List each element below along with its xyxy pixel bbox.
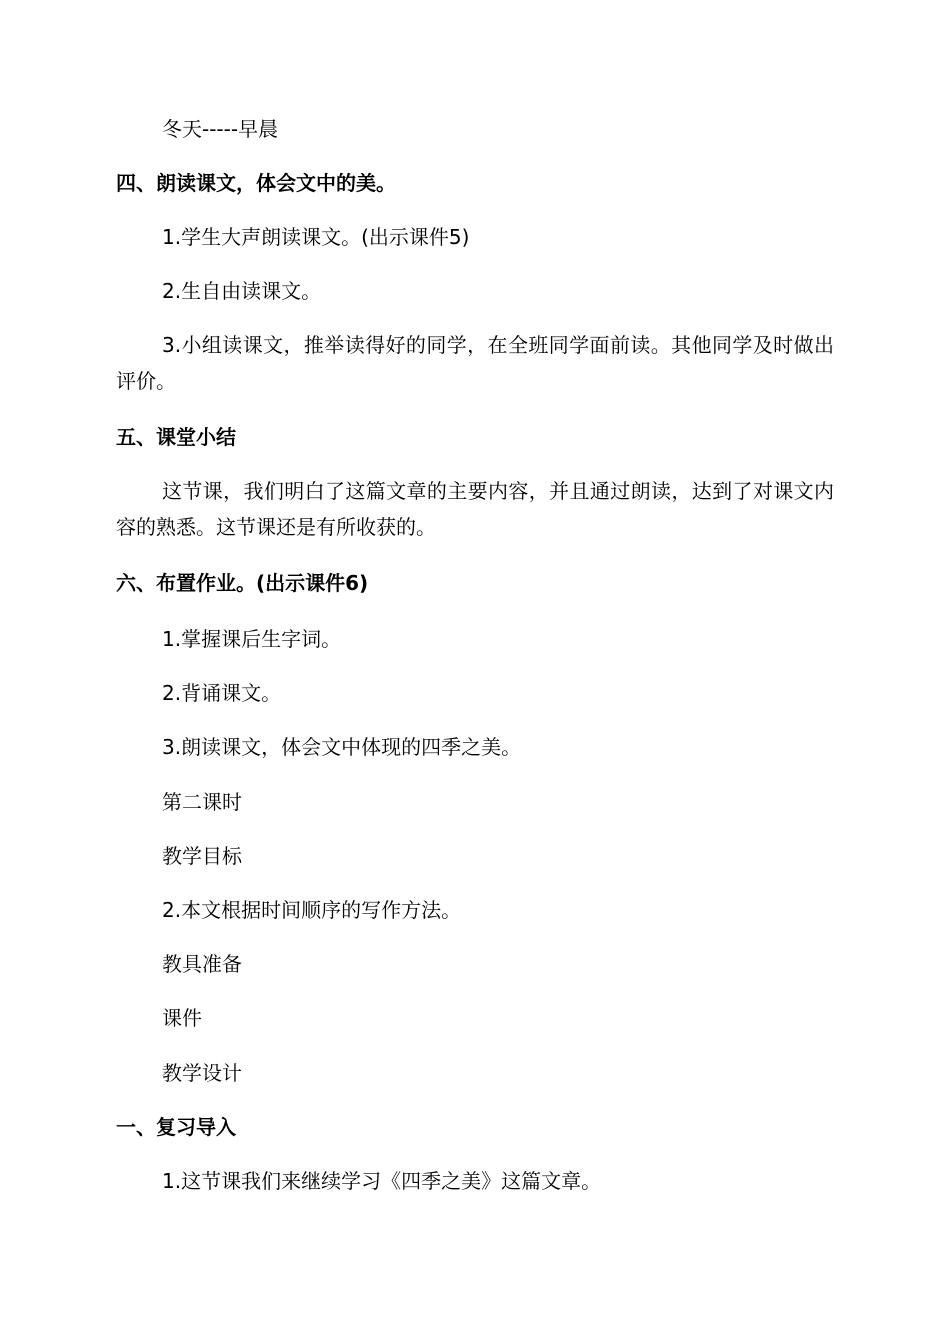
text-line: 1.学生大声朗读课文。(出示课件5) bbox=[162, 225, 470, 249]
section-heading: 四、朗读课文，体会文中的美。 bbox=[116, 171, 396, 195]
text-line: 1.这节课我们来继续学习《四季之美》这篇文章。 bbox=[162, 1169, 602, 1193]
text-line: 3.朗读课文，体会文中体现的四季之美。 bbox=[162, 735, 522, 759]
section-heading: 一、复习导入 bbox=[116, 1115, 236, 1139]
text-line: 1.掌握课后生字词。 bbox=[162, 627, 342, 651]
section-heading: 六、布置作业。(出示课件6) bbox=[116, 571, 369, 595]
text-line: 2.本文根据时间顺序的写作方法。 bbox=[162, 898, 462, 922]
text-line: 教学设计 bbox=[162, 1061, 242, 1085]
text-line: 课件 bbox=[162, 1006, 202, 1030]
text-line: 2.生自由读课文。 bbox=[162, 279, 322, 303]
text-line: 教具准备 bbox=[162, 952, 242, 976]
text-line: 冬天-----早晨 bbox=[162, 117, 279, 141]
paragraph: 这节课，我们明白了这篇文章的主要内容，并且通过朗读，达到了对课文内容的熟悉。这节课还是有所收获的。 bbox=[116, 479, 834, 539]
text-line: 第二课时 bbox=[162, 790, 242, 814]
section-heading: 五、课堂小结 bbox=[116, 425, 236, 449]
text-line: 教学目标 bbox=[162, 844, 242, 868]
text-line: 2.背诵课文。 bbox=[162, 681, 282, 705]
paragraph: 3.小组读课文，推举读得好的同学，在全班同学面前读。其他同学及时做出评价。 bbox=[116, 333, 834, 393]
